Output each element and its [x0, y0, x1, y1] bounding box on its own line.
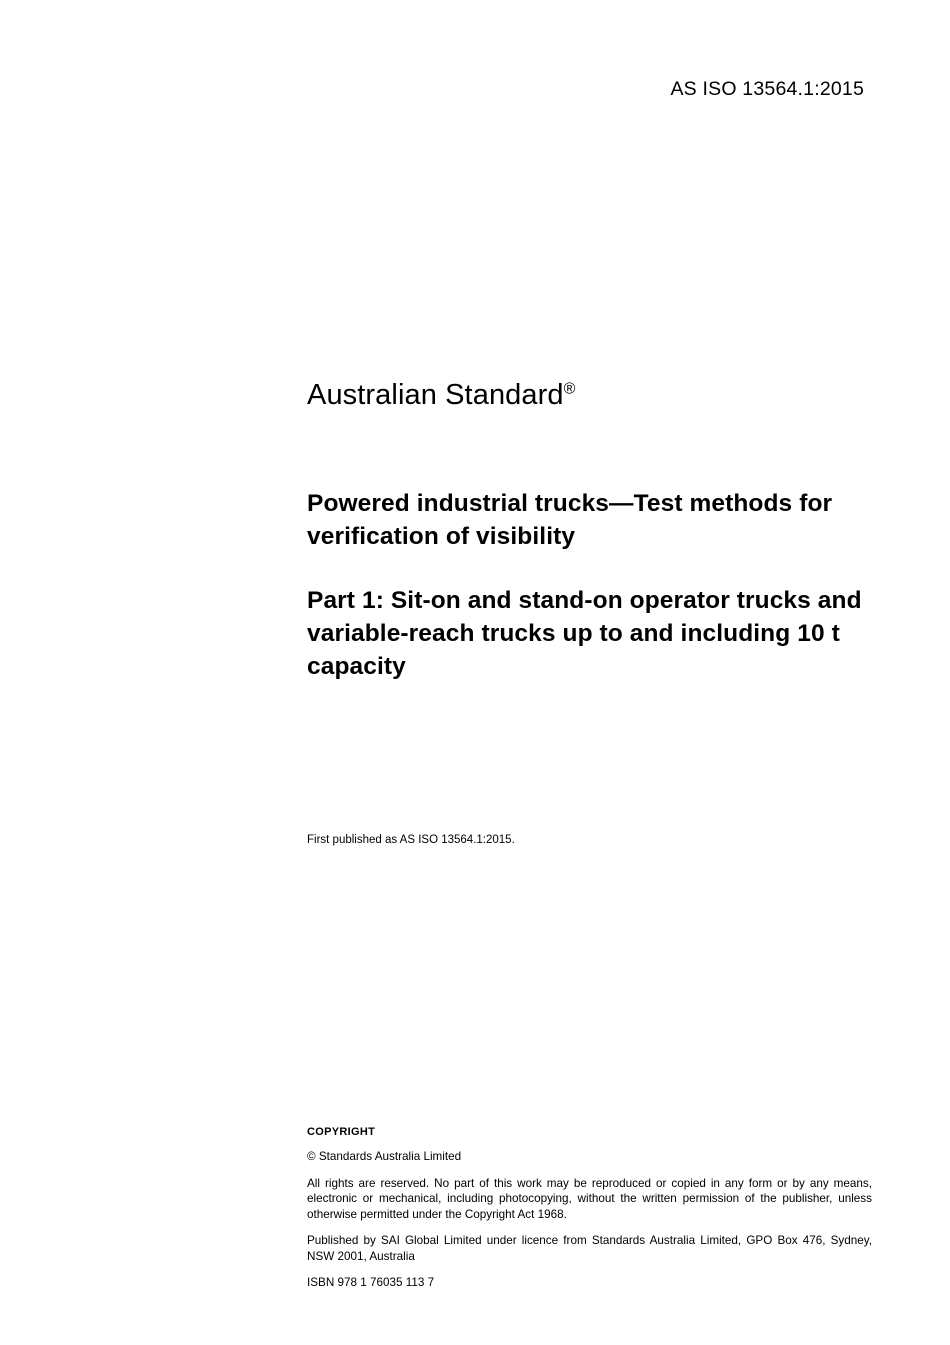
publisher-statement: Published by SAI Global Limited under licence from Standards Australia Limited, GPO Box 476, Sydney, NSW 2001, Australia: [307, 1234, 872, 1263]
copyright-heading: COPYRIGHT: [307, 1126, 376, 1138]
page-title: Powered industrial trucks—Test methods for verification of visibility: [307, 490, 833, 550]
registered-trademark-icon: ®: [563, 380, 576, 398]
brand-text: Australian Standard: [307, 379, 564, 411]
copyright-owner: © Standards Australia Limited: [307, 1150, 462, 1163]
isbn: ISBN 978 1 76035 113 7: [307, 1276, 435, 1289]
page-subtitle-part: Part 1: Sit-on and stand-on operator trucks and variable-reach trucks up to and including 10 t capacity: [307, 587, 862, 680]
copyright-rights-statement: All rights are reserved. No part of this work may be reproduced or copied in any form or by any means, electronic or mechanical, including photocopying, without the written permission of the publisher, unless otherwise permitted under the Copyright Act 1968.: [307, 1176, 872, 1221]
standard-brand-title: [307, 379, 576, 412]
document-identifier: AS ISO 13564.1:2015: [670, 78, 864, 100]
copyright-block: [307, 1126, 872, 1291]
first-published-note: First published as AS ISO 13564.1:2015.: [307, 834, 515, 846]
